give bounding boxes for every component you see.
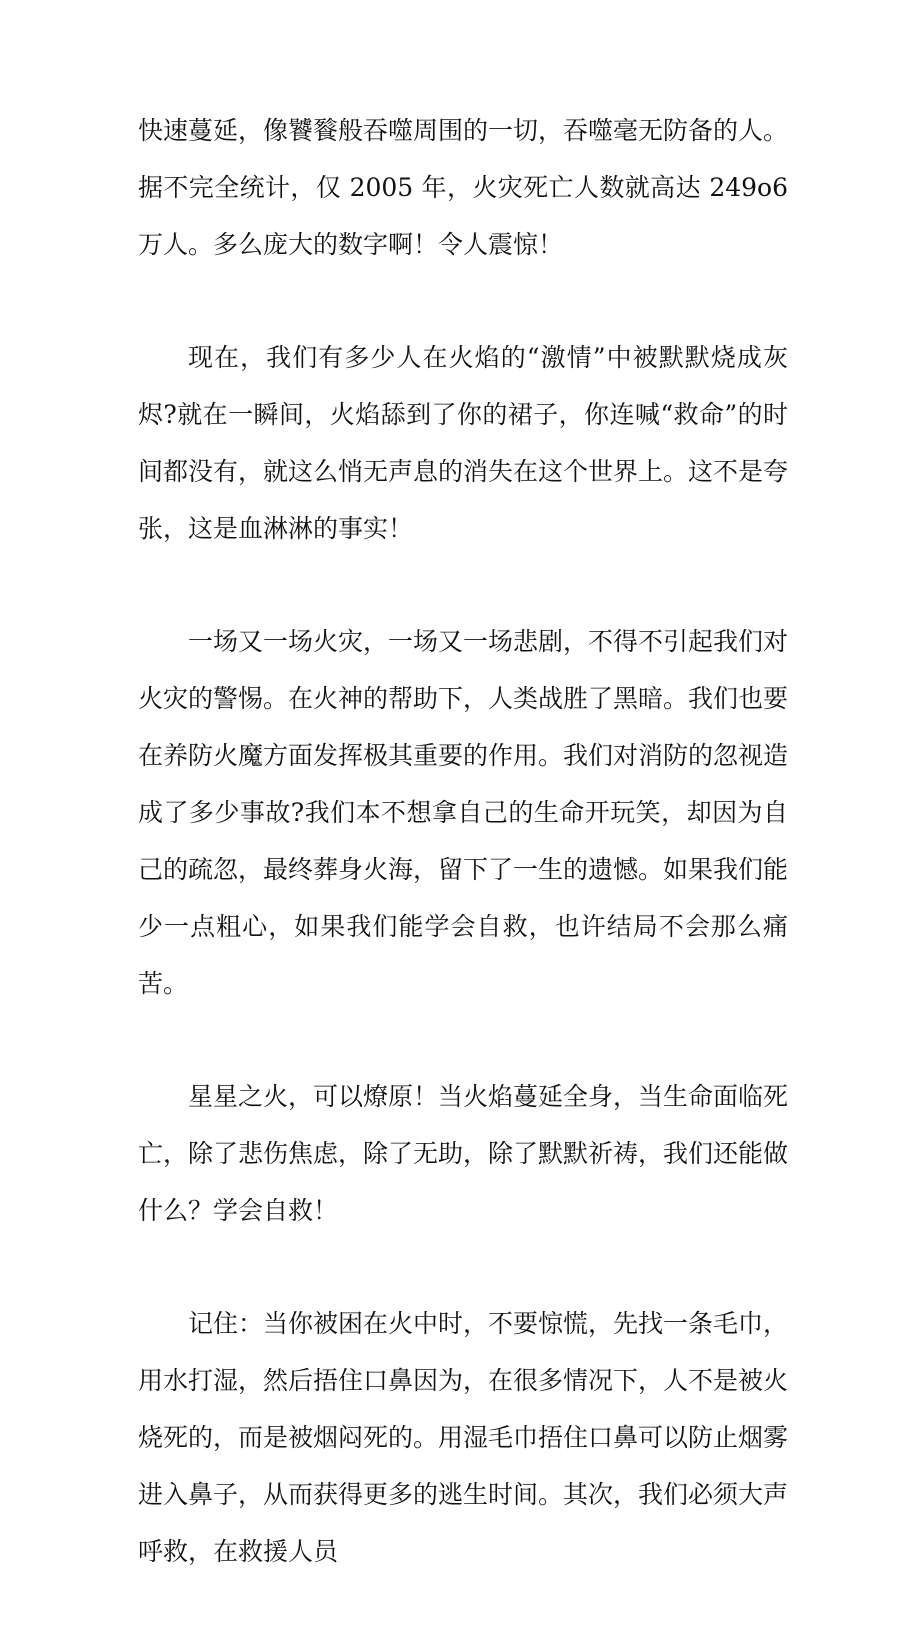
paragraph-1: 快速蔓延，像饕餮般吞噬周围的一切，吞噬毫无防备的人。据不完全统计，仅 2005 年，火灾死亡人数就高达 249o6 万人。多么庞大的数字啊！令人震惊！ (138, 116, 789, 259)
paragraph-2: 现在，我们有多少人在火焰的“激情”中被默默烧成灰烬?就在一瞬间，火焰舔到了你的裙子，你连喊“救命”的时间都没有，就这么悄无声息的消失在这个世界上。这不是夸张，这是血淋淋的事实！ (138, 343, 789, 543)
paragraph-3: 一场又一场火灾，一场又一场悲剧，不得不引起我们对火灾的警惕。在火神的帮助下，人类战胜了黑暗。我们也要在养防火魔方面发挥极其重要的作用。我们对消防的忽视造成了多少事故?我们本不想拿自己的生命开玩笑，却因为自己的疏忽，最终葬身火海，留下了一生的遗憾。如果我们能少一点粗心，如果我们能学会自救，也许结局不会那么痛苦。 (138, 627, 789, 998)
document-body (138, 102, 788, 1636)
paragraph-4: 星星之火，可以燎原！当火焰蔓延全身，当生命面临死亡，除了悲伤焦虑，除了无助，除了默默祈祷，我们还能做什么？学会自救！ (138, 1082, 789, 1225)
paragraph-5: 记住：当你被困在火中时，不要惊慌，先找一条毛巾，用水打湿，然后捂住口鼻因为，在很多情况下，人不是被火烧死的，而是被烟闷死的。用湿毛巾捂住口鼻可以防止烟雾进入鼻子，从而获得更多的逃生时间。其次，我们必须大声呼救，在救援人员 (138, 1309, 789, 1566)
